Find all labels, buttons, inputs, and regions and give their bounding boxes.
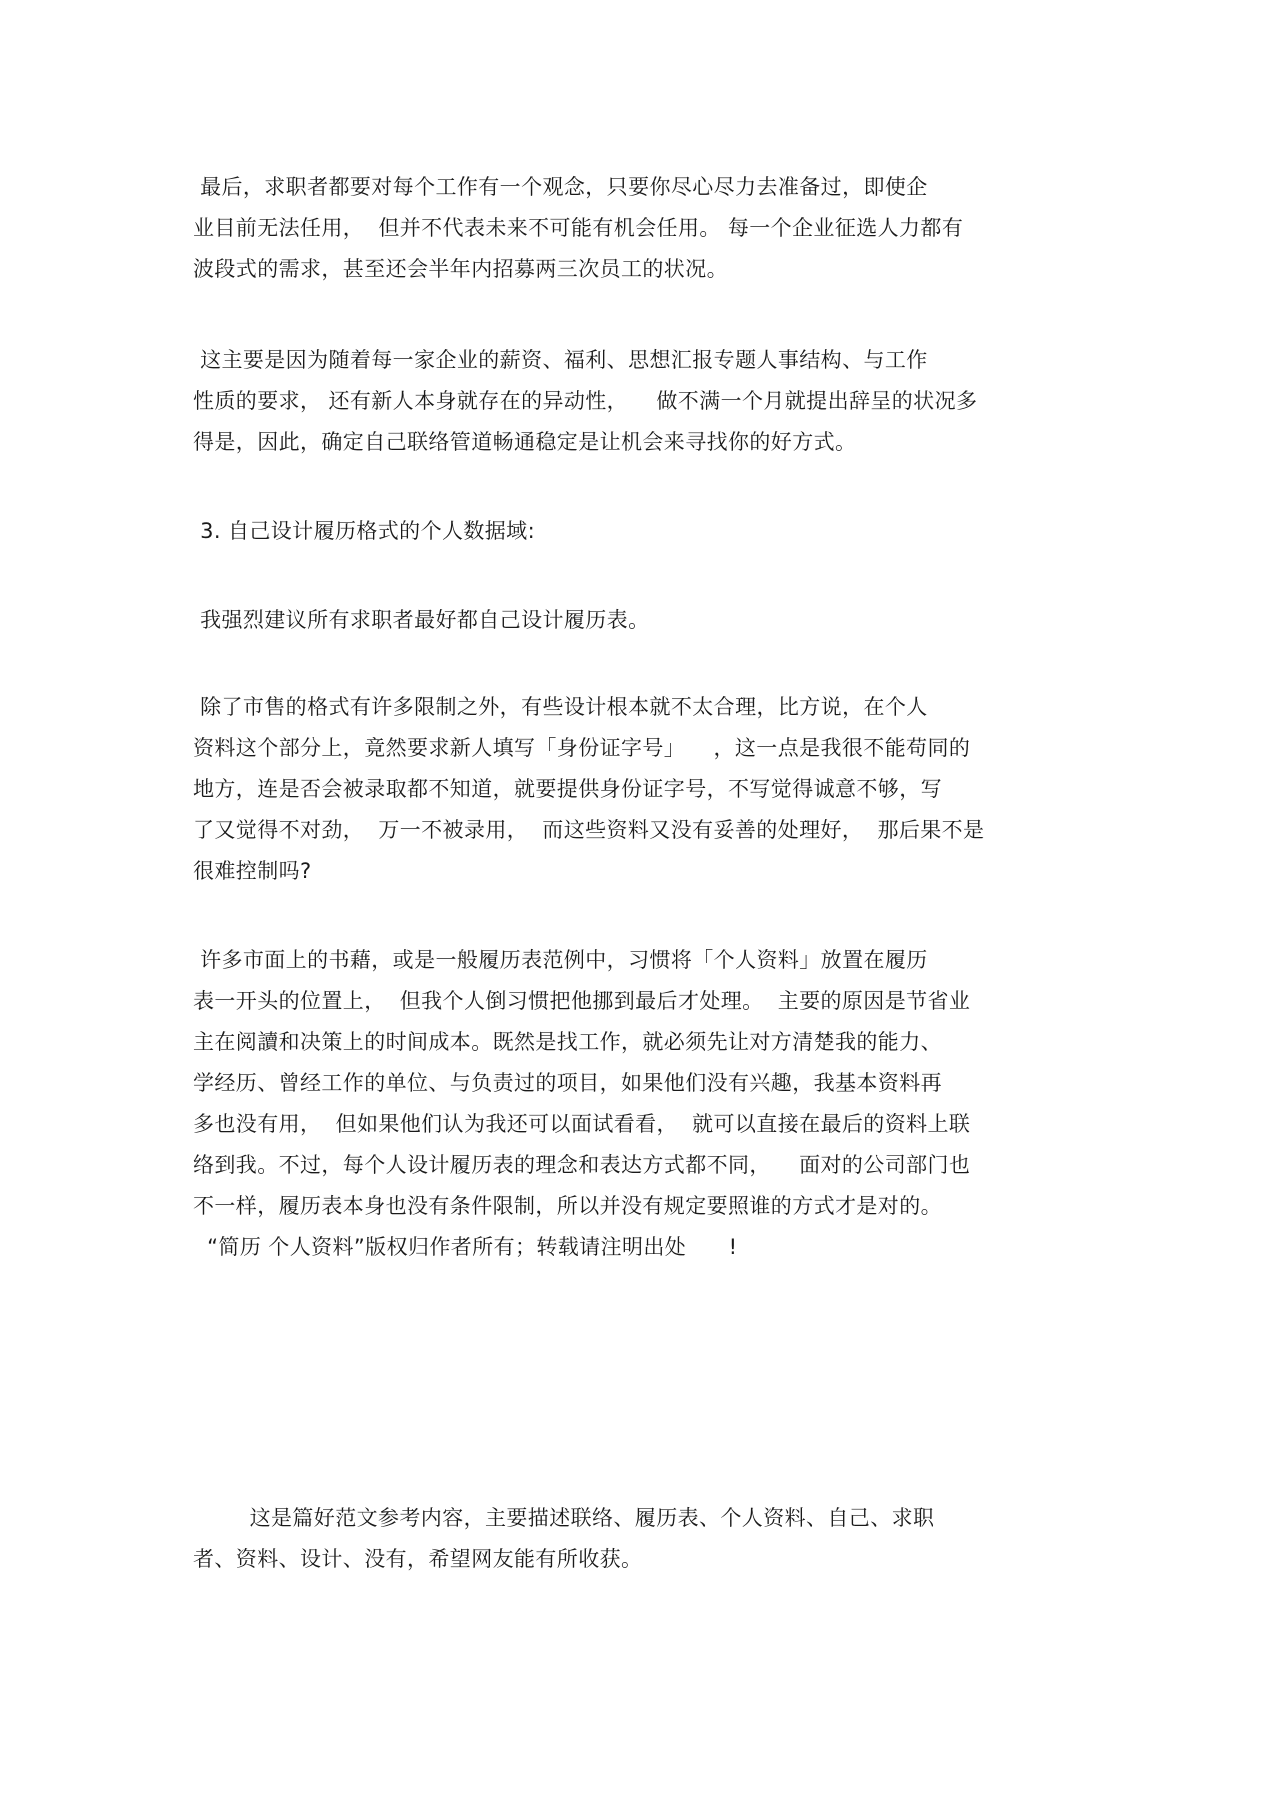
summary-line-2: 者、资料、设计、没有，希望网友能有所收获。 xyxy=(193,1547,643,1571)
paragraph-1-line-1: 最后，求职者都要对每个工作有一个观念，只要你尽心尽力去准备过，即使企 xyxy=(193,175,928,199)
paragraph-1-line-3: 波段式的需求，甚至还会半年内招募两三次员工的状况。 xyxy=(193,257,728,281)
paragraph-6-line-5: 多也没有用， 但如果他们认为我还可以面试看看， 就可以直接在最后的资料上联 xyxy=(193,1112,971,1136)
paragraph-6-line-2: 表一开头的位置上， 但我个人倒习惯把他挪到最后才处理。 主要的原因是节省业 xyxy=(193,989,971,1013)
paragraph-5-line-4: 了又觉得不对劲， 万一不被录用， 而这些资料又没有妥善的处理好， 那后果不是 xyxy=(193,818,985,842)
paragraph-6-line-1: 许多市面上的书藉，或是一般履历表范例中，习惯将「个人资料」放置在履历 xyxy=(193,948,928,972)
summary-line-1: 这是篇好范文参考内容，主要描述联络、履历表、个人资料、自己、求职 xyxy=(193,1506,935,1530)
copyright-notice: “简历 个人资料”版权归作者所有；转载请注明出处 ! xyxy=(193,1235,738,1259)
paragraph-5-line-5: 很难控制吗? xyxy=(193,859,312,883)
paragraph-2-line-1: 这主要是因为随着每一家企业的薪资、福利、思想汇报专题人事结构、与工作 xyxy=(193,348,928,372)
section-heading-3: 3. 自己设计履历格式的个人数据域: xyxy=(193,519,536,543)
paragraph-6-line-6: 络到我。不过，每个人设计履历表的理念和表达方式都不同， 面对的公司部门也 xyxy=(193,1153,971,1177)
paragraph-6-line-4: 学经历、曾经工作的单位、与负责过的项目，如果他们没有兴趣，我基本资料再 xyxy=(193,1071,942,1095)
paragraph-5-line-1: 除了市售的格式有许多限制之外，有些设计根本就不太合理，比方说，在个人 xyxy=(193,695,928,719)
paragraph-2-line-2: 性质的要求， 还有新人本身就存在的异动性， 做不满一个月就提出辞呈的状况多 xyxy=(193,389,978,413)
paragraph-5-line-3: 地方，连是否会被录取都不知道，就要提供身份证字号，不写觉得诚意不够，写 xyxy=(193,777,942,801)
paragraph-4-line-1: 我强烈建议所有求职者最好都自己设计履历表。 xyxy=(193,608,650,632)
paragraph-2-line-3: 得是，因此，确定自己联络管道畅通稳定是让机会来寻找你的好方式。 xyxy=(193,430,857,454)
paragraph-5-line-2: 资料这个部分上，竟然要求新人填写「身份证字号」 ，这一点是我很不能苟同的 xyxy=(193,736,971,760)
paragraph-1-line-2: 业目前无法任用， 但并不代表未来不可能有机会任用。 每一个企业征选人力都有 xyxy=(193,216,964,240)
paragraph-6-line-3: 主在阅讀和决策上的时间成本。既然是找工作，就必须先让对方清楚我的能力、 xyxy=(193,1030,942,1054)
paragraph-6-line-7: 不一样，履历表本身也没有条件限制，所以并没有规定要照谁的方式才是对的。 xyxy=(193,1194,942,1218)
